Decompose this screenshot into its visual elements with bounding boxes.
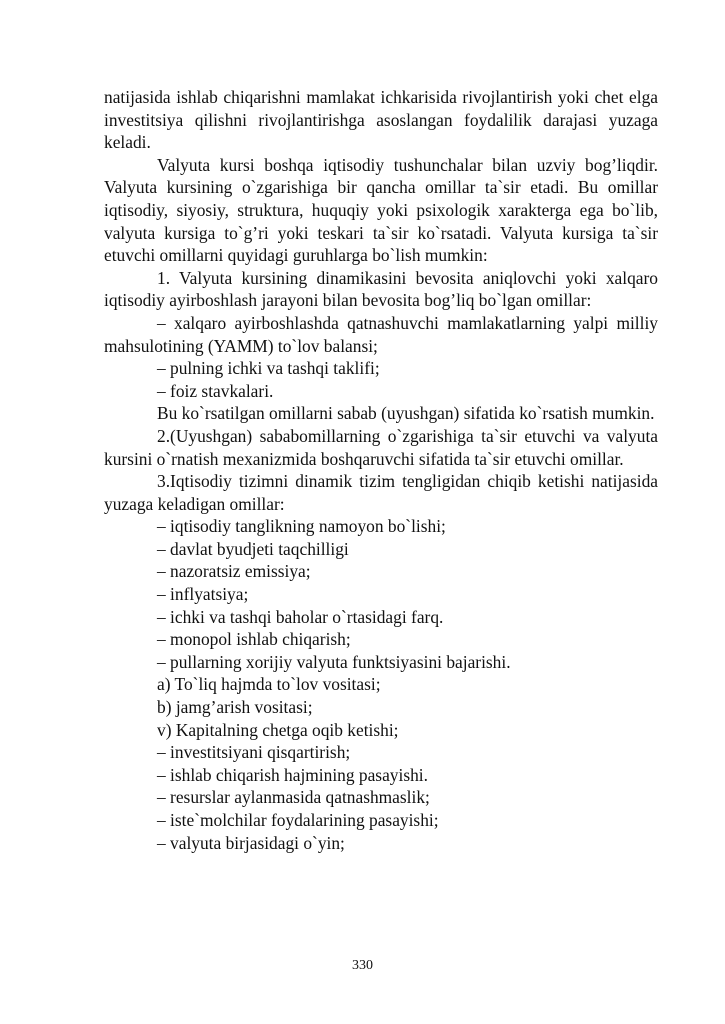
list-item: – davlat byudjeti taqchilligi <box>157 538 349 559</box>
list-item: – iqtisodiy tanglikning namoyon bo`lishi; <box>157 516 446 537</box>
page-number: 330 <box>352 958 373 973</box>
list-item: – pullarning xorijiy valyuta funktsiyasini bajarishi. <box>157 651 511 672</box>
list-item: – valyuta birjasidagi o`yin; <box>157 832 345 853</box>
list-item: b) jamg’arish vositasi; <box>157 697 313 718</box>
paragraph: 1. Valyuta kursining dinamikasini bevosita aniqlovchi yoki xalqaro iqtisodiy ayirboshlash jarayoni bilan bevosita bog’liq bo`lgan omillar: <box>104 267 658 311</box>
paragraph: 3.Iqtisodiy tizimni dinamik tizim tengligidan chiqib ketishi natijasida yuzaga keladigan omillar: <box>104 471 658 514</box>
page-body <box>104 86 658 854</box>
list-item: – foiz stavkalari. <box>157 380 274 401</box>
paragraph: natijasida ishlab chiqarishni mamlakat ichkarisida rivojlantirish yoki chet elga investitsiya qilishni rivojlantirishga asoslangan foydalilik darajasi yuzaga keladi. <box>104 87 658 153</box>
list-item: – inflyatsiya; <box>157 584 249 605</box>
paragraph: Bu ko`rsatilgan omillarni sabab (uyushgan) sifatida ko`rsatish mumkin. <box>157 403 655 424</box>
list-item: – ichki va tashqi baholar o`rtasidagi farq. <box>157 606 444 627</box>
list-item: – resurslar aylanmasida qatnashmaslik; <box>157 787 430 808</box>
list-item: a) To`liq hajmda to`lov vositasi; <box>157 674 381 695</box>
list-item: – xalqaro ayirboshlashda qatnashuvchi mamlakatlarning yalpi milliy mahsulotining (YAMM) to`lov balansi; <box>104 312 658 356</box>
list-item: – pulning ichki va tashqi taklifi; <box>157 358 380 379</box>
paragraph: Valyuta kursi boshqa iqtisodiy tushunchalar bilan uzviy bog’liqdir. Valyuta kursining o`zgarishiga bir qancha omillar ta`sir etadi. Bu omillar iqtisodiy, siyosiy, struktura, huquqiy yoki psixologik xarakterga ega bo`lib, valyuta kursiga to`g’ri yoki teskari ta`sir ko`rsatadi. Valyuta kursiga ta`sir etuvchi omillarni quyidagi guruhlarga bo`lish mumkin: <box>104 154 658 266</box>
list-item: – monopol ishlab chiqarish; <box>157 629 351 650</box>
list-item: – iste`molchilar foydalarining pasayishi; <box>157 810 439 830</box>
list-item: v) Kapitalning chetga oqib ketishi; <box>157 719 399 740</box>
paragraph: 2.(Uyushgan) sababomillarning o`zgarishiga ta`sir etuvchi va valyuta kursini o`rnatish mexanizmida boshqaruvchi sifatida ta`sir etuvchi omillar. <box>104 425 658 469</box>
list-item: – ishlab chiqarish hajmining pasayishi. <box>157 764 428 785</box>
list-item: – nazoratsiz emissiya; <box>157 561 311 582</box>
list-item: – investitsiyani qisqartirish; <box>157 742 351 763</box>
